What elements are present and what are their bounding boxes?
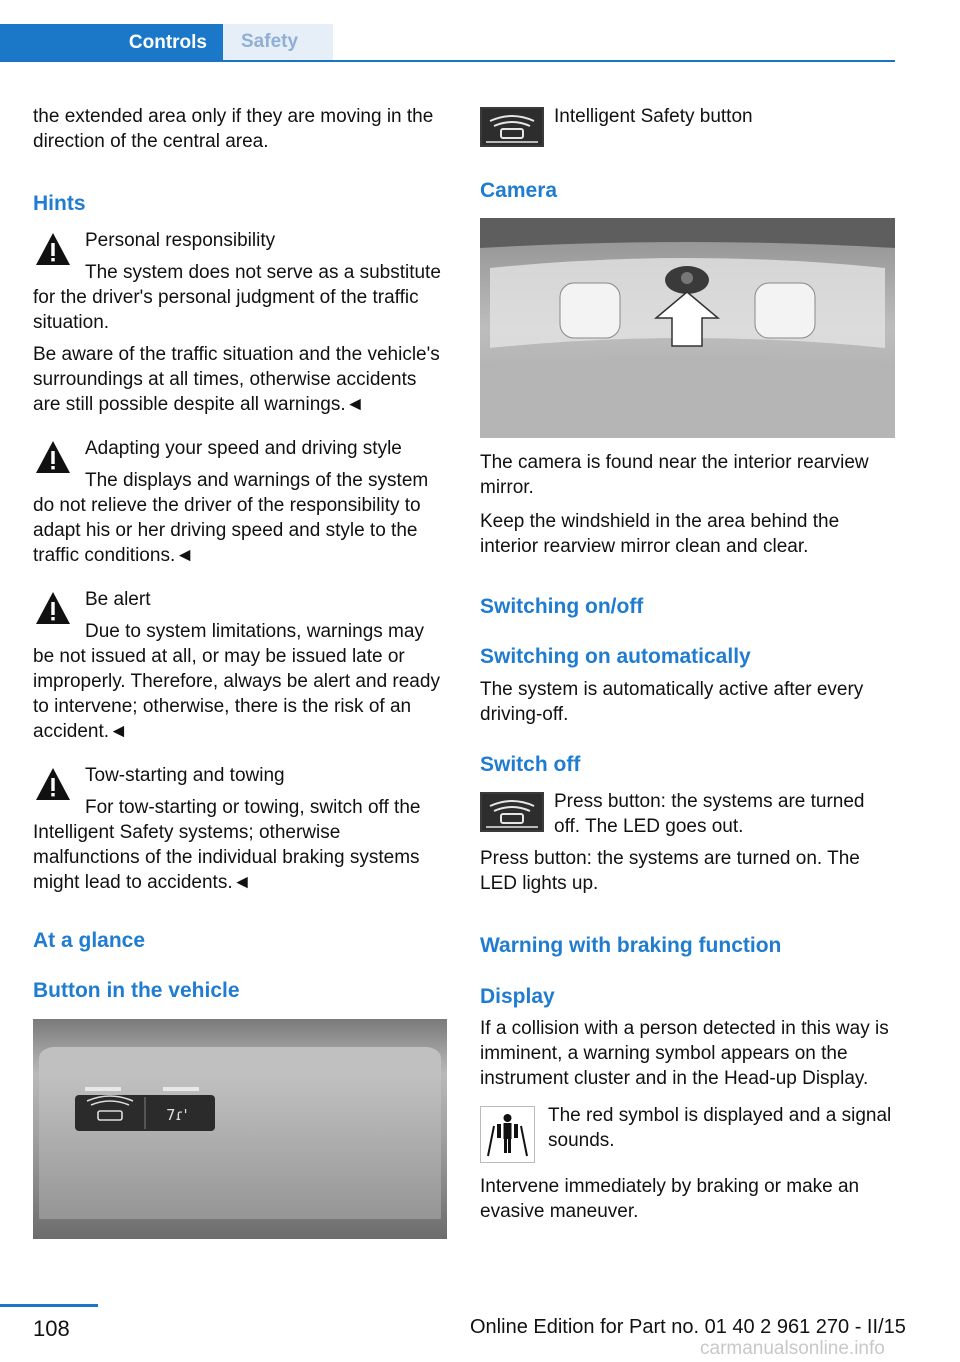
warning-personal-responsibility (33, 228, 443, 417)
switch-on-paragraph: Press button: the systems are turned on. The LED lights up. (480, 848, 860, 894)
warning-title: Tow-starting and towing (85, 765, 285, 786)
pedestrian-warning-icon (480, 1106, 535, 1163)
camera-paragraph-1: The camera is found near the interior rearview mirror. (480, 452, 869, 498)
intelligent-safety-button-icon (480, 792, 544, 832)
at-a-glance-heading: At a glance (33, 929, 146, 952)
display-paragraph: If a collision with a person detected in this way is imminent, a warning symbol appears on the instrument cluster and in the Head-up Display. (480, 1018, 889, 1089)
camera-photo (480, 218, 895, 438)
intervene-paragraph: Intervene immediately by braking or make an evasive maneuver. (480, 1176, 860, 1222)
footer-rule (0, 1304, 98, 1307)
warning-adapting-speed (33, 436, 443, 568)
warning-title: Adapting your speed and driving style (85, 438, 402, 459)
warning-title: Personal responsibility (85, 230, 276, 251)
display-heading: Display (480, 985, 555, 1008)
tab-safety[interactable]: Safety (223, 24, 333, 60)
symbol-caption: The red symbol is displayed and a signal sounds. (548, 1105, 892, 1151)
button-caption: Intelligent Safety button (554, 106, 753, 127)
warning-be-alert (33, 587, 443, 744)
warning-braking-heading: Warning with braking function (480, 934, 782, 957)
warning-tow-starting (33, 763, 443, 895)
intro-text: the extended area only if they are moving in the direction of the central area. (33, 106, 434, 152)
auto-paragraph: The system is automatically active after every driving-off. (480, 679, 864, 725)
intelligent-safety-button-icon (480, 107, 544, 147)
watermark: carmanualsonline.info (700, 1338, 885, 1359)
warning-body-2: Be aware of the traffic situation and the vehicle's surroundings at all times, otherwise accidents are still possible despite all warnings.◄ (33, 344, 440, 415)
warning-body: The displays and warnings of the system do not relieve the driver of the responsibility to adapt his or her driving speed and style to the traffic conditions.◄ (33, 470, 429, 566)
camera-heading: Camera (480, 179, 558, 202)
camera-paragraph-2: Keep the windshield in the area behind the interior rearview mirror clean and clear. (480, 511, 840, 557)
page-number: 108 (33, 1316, 70, 1341)
switching-heading: Switching on/off (480, 595, 644, 618)
warning-title: Be alert (85, 589, 151, 610)
edition-note: Online Edition for Part no. 01 40 2 961 270 - II/15 (470, 1316, 906, 1338)
switch-off-caption: Press button: the systems are turned off. The LED goes out. (554, 791, 865, 837)
switch-off-heading: Switch off (480, 753, 581, 776)
warning-body: The system does not serve as a substitute for the driver's personal judgment of the traffic situation. (33, 262, 441, 333)
vehicle-button-photo (33, 1019, 447, 1239)
hints-heading: Hints (33, 192, 86, 215)
button-in-vehicle-heading: Button in the vehicle (33, 979, 240, 1002)
tab-controls[interactable]: Controls (0, 24, 223, 62)
switching-on-auto-heading: Switching on automatically (480, 645, 751, 668)
warning-body: Due to system limitations, warnings may be not issued at all, or may be issued late or improperly. Therefore, always be alert and ready to intervene; otherwise, there is the risk of an accident.◄ (33, 621, 440, 742)
warning-body: For tow-starting or towing, switch off the Intelligent Safety systems; otherwise malfunctions of the individual braking systems might lead to accidents.◄ (33, 797, 421, 893)
top-tab-bar (0, 24, 895, 62)
tab-underline (0, 60, 895, 62)
svg-text:7ɾ': 7ɾ' (166, 1106, 188, 1124)
intro-paragraph (33, 104, 443, 154)
